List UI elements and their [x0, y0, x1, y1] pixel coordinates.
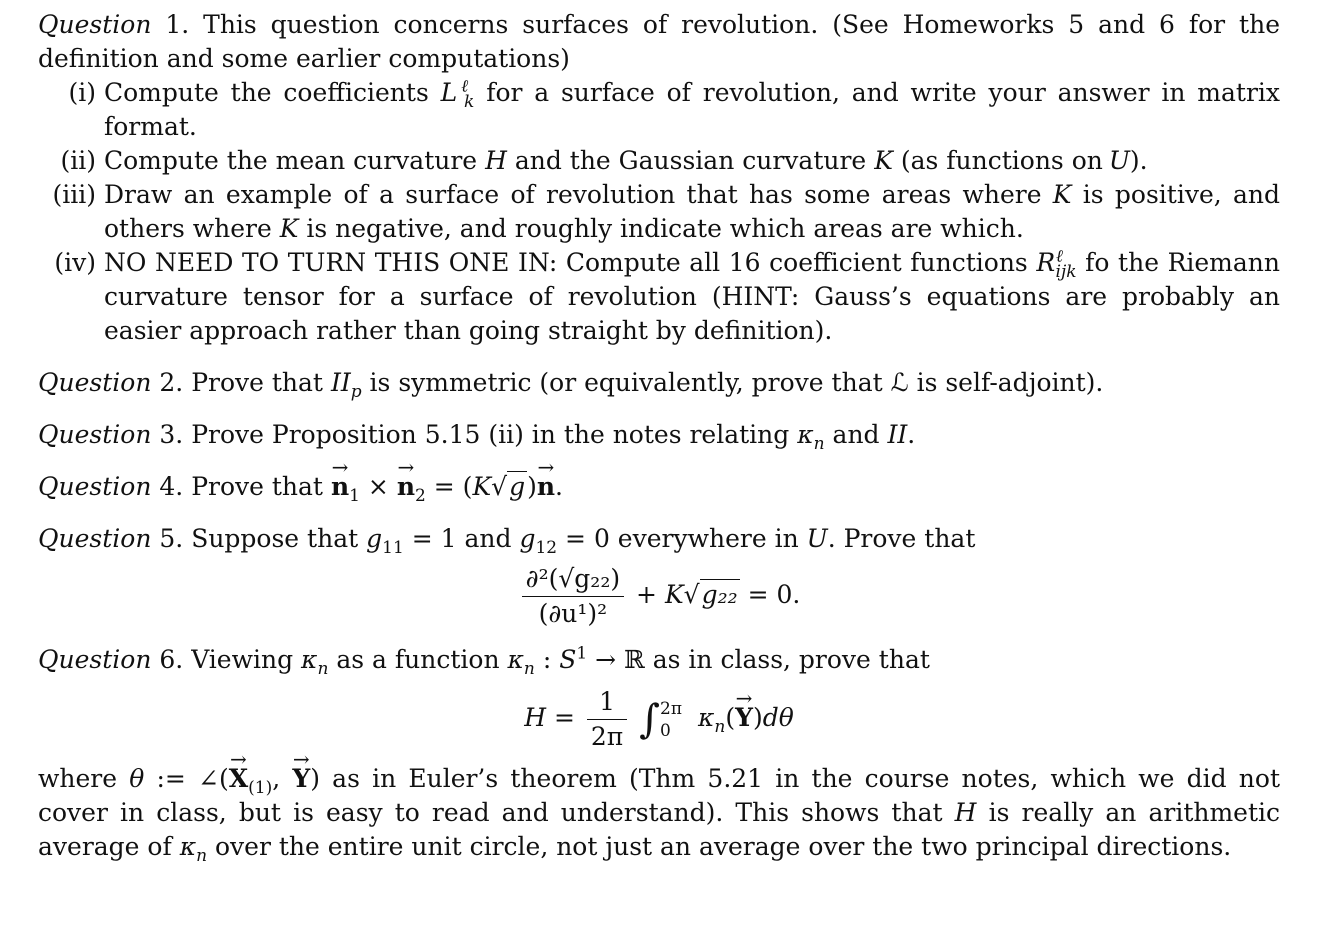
- question-1-item-ii: (ii) Compute the mean curvature H and the Gaussian curvature K (as functions on U).: [60, 146, 1148, 175]
- question-5-label: Question: [38, 524, 152, 553]
- question-2-label: Question: [38, 368, 152, 397]
- vector-n-1: → n: [331, 470, 349, 504]
- question-1-item-iv: (iv) NO NEED TO TURN THIS ONE IN: Compute all 16 coefficient functions $R^\ell_{ijk}$ fo the Riemann curvature tensor for a surface of revolution (HINT: Gauss’s equations are probably an easier approach rather than going straight by definition).: [54, 246, 1280, 345]
- vector-n: → n: [537, 470, 555, 504]
- vector-X: → X: [229, 762, 248, 796]
- question-3-label: Question: [38, 420, 152, 449]
- question-1-item-i: (i) Compute the coefficients $L^\ell_k$ for a surface of revolution, and write your answer in matrix format.: [68, 76, 1280, 141]
- integral-sign-icon: ∫: [639, 696, 661, 743]
- vector-Y: → Y: [735, 701, 753, 735]
- question-1-list: [38, 76, 1280, 348]
- vector-n-2: → n: [397, 470, 415, 504]
- question-5: Question 5. Suppose that $g_{11} = 1$ and $g_{12} = 0$ everywhere in U. Prove that: [38, 524, 976, 558]
- question-6-conclusion: where θ := ∠(→ $X_{(1)}$, → Y) as in Euler’s theorem (Thm 5.21 in the course notes, which we did not cover in class, but is easy to read and understand). This shows that H is really an arithmetic average of $\kappa_n$ over the entire unit circle, not just an average over the two principal directions.: [38, 762, 1280, 864]
- question-1-intro: Question 1. This question concerns surfaces of revolution. (See Homeworks 5 and 6 for the definition and some earlier computations): [38, 10, 1280, 73]
- question-6-equation: H = $\frac{1}{2\pi}$ ∫ 2π 0 $\kappa_n(\to Y)d\theta$: [38, 685, 1280, 754]
- question-4: Question 4. Prove that → $n_1$ × → $n_2 = (K√g)\to n$.: [38, 470, 1280, 504]
- question-6-label: Question: [38, 645, 152, 674]
- question-3: Question 3. Prove Proposition 5.15 (ii) in the notes relating $\kappa_n$ and II.: [38, 420, 916, 454]
- question-4-label: Question: [38, 472, 152, 501]
- question-5-equation: $\frac{\text{∂²(√g₂₂)}}{\text{(∂u¹)²}}$ + K√g₂₂ = 0.: [38, 562, 1280, 631]
- question-1-item-iii: (iii) Draw an example of a surface of revolution that has some areas where K is positive, and others where K is negative, and roughly indicate which areas are which.: [52, 180, 1281, 243]
- question-6: Question 6. Viewing $\kappa_n$ as a function $\kappa_n$ : $S^1$ → ℝ as in class, prove that: [38, 643, 930, 679]
- question-1-label: Question: [38, 10, 152, 39]
- vector-Y-2: → Y: [292, 762, 310, 796]
- question-2: Question 2. Prove that $II_p$ is symmetric (or equivalently, prove that ℒ is self-adjoint).: [38, 368, 1104, 402]
